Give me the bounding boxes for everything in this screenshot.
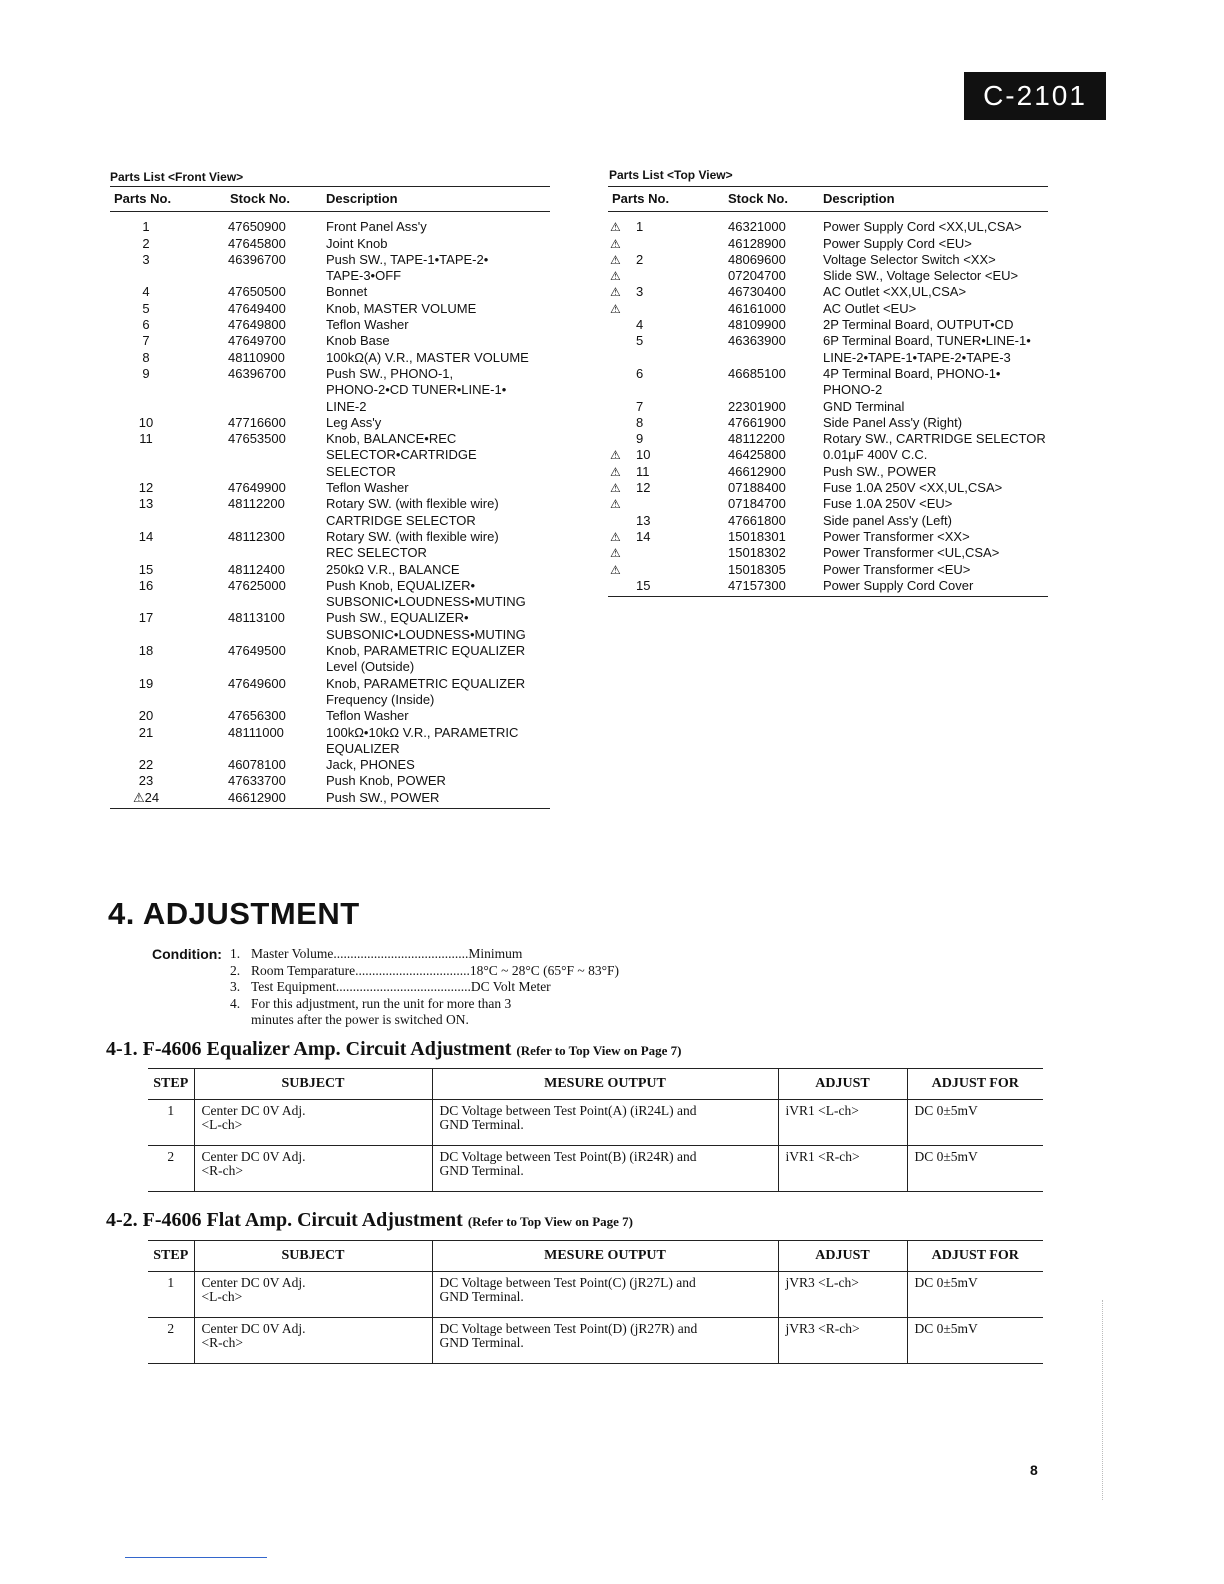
part-number: 2: [636, 251, 644, 267]
header-parts-no: Parts No.: [608, 187, 682, 212]
section-title: [106, 1209, 633, 1232]
part-description: Push SW., POWER: [823, 463, 937, 479]
safety-warning-icon: ⚠: [610, 497, 621, 512]
table-row: [608, 236, 1048, 252]
scan-edge-line: [1102, 1300, 1103, 1500]
stock-number: 46078100: [228, 757, 286, 773]
part-number: 15: [636, 577, 651, 593]
part-number: 21: [138, 724, 154, 740]
part-number: 6: [636, 365, 644, 381]
part-description: Slide SW., Voltage Selector <EU>: [823, 268, 1019, 284]
table-row: [110, 415, 550, 431]
part-description: Push Knob, POWER: [326, 773, 446, 789]
subject-cell: Center DC 0V Adj. <L-ch>: [194, 1100, 432, 1146]
part-description: Knob, PARAMETRIC EQUALIZER Level (Outside): [326, 643, 526, 675]
stock-number: 46363900: [728, 333, 786, 349]
table-row: [608, 513, 1048, 529]
condition-text: For this adjustment, run the unit for more than 3: [251, 995, 512, 1011]
part-number: 10: [636, 447, 651, 463]
part-number-cell: [608, 399, 682, 415]
stock-number: 22301900: [728, 398, 786, 414]
section-title-text: 4-1. F-4606 Equalizer Amp. Circuit Adjustment: [106, 1038, 512, 1060]
stock-number: 47649400: [228, 300, 286, 316]
adjust-cell: iVR1 <L-ch>: [778, 1100, 907, 1146]
stock-number: 48111000: [228, 724, 284, 740]
table-row: [110, 350, 550, 366]
table-row: [110, 610, 550, 643]
leader-dots: ..................................: [355, 962, 470, 978]
stock-number: 15018301: [728, 528, 786, 544]
table-row: [110, 725, 550, 758]
stock-number: 48112200: [228, 496, 285, 512]
part-description: Push SW., EQUALIZER• SUBSONIC•LOUDNESS•MUTING: [326, 610, 526, 642]
part-number: 23: [138, 773, 154, 789]
part-number: 12: [138, 480, 154, 496]
table-row: [608, 431, 1048, 447]
part-description: Knob, BALANCE•REC SELECTOR•CARTRIDGE SELECTOR: [326, 431, 477, 479]
table-row: [110, 480, 550, 496]
part-number: 9: [636, 431, 644, 447]
part-description: Bonnet: [326, 284, 368, 300]
table-row: [608, 529, 1048, 545]
header-adjust: ADJUST: [778, 1069, 907, 1100]
part-number-cell: [608, 480, 682, 496]
stock-number: 46612900: [728, 463, 786, 479]
stock-number: 47656300: [228, 708, 286, 724]
safety-warning-icon: ⚠: [610, 285, 621, 300]
part-description: Push SW., TAPE-1•TAPE-2• TAPE-3•OFF: [326, 251, 489, 284]
table-row: [110, 790, 550, 809]
table-row: [110, 301, 550, 317]
part-description: AC Outlet <EU>: [823, 300, 917, 316]
table-row: [110, 431, 550, 480]
table-row: [110, 643, 550, 676]
top-parts-list-title: Parts List <Top View>: [609, 168, 733, 182]
stock-number: 46321000: [728, 219, 786, 235]
table-row: [608, 447, 1048, 463]
part-number: 5: [142, 300, 150, 316]
part-description: GND Terminal: [823, 398, 905, 414]
part-number: 3: [142, 251, 150, 267]
safety-warning-icon: ⚠: [610, 301, 621, 316]
safety-warning-icon: ⚠: [610, 529, 621, 544]
part-number-cell: [608, 317, 682, 333]
adjust-for-cell: DC 0±5mV: [907, 1146, 1043, 1192]
part-number: 9: [142, 365, 150, 381]
part-description: Rotary SW., CARTRIDGE SELECTOR: [823, 431, 1046, 447]
stock-number: 47661900: [728, 414, 786, 430]
part-number-cell: [608, 431, 682, 447]
condition-text: Test Equipment: [251, 979, 336, 995]
part-description: Power Supply Cord <EU>: [823, 235, 972, 251]
part-description: 6P Terminal Board, TUNER•LINE-1• LINE-2•TAPE-1•TAPE-2•TAPE-3: [823, 333, 1031, 365]
section-reference: (Refer to Top View on Page 7): [516, 1043, 682, 1058]
table-row: [110, 708, 550, 724]
part-number-cell: [608, 252, 682, 268]
table-row: [608, 415, 1048, 431]
part-description: Knob, PARAMETRIC EQUALIZER Frequency (Inside): [326, 675, 526, 707]
safety-warning-icon: ⚠: [610, 562, 621, 577]
table-row: [608, 545, 1048, 561]
stock-number: 46396700: [228, 251, 286, 267]
stock-number: 47661800: [728, 512, 786, 528]
condition-text: Room Temparature: [251, 962, 356, 978]
safety-warning-icon: ⚠: [610, 481, 621, 496]
top-parts-table: [608, 186, 1048, 597]
part-number: 18: [138, 643, 154, 659]
safety-warning-icon: ⚠: [610, 269, 621, 284]
condition-value: 18°C ~ 28°C (65°F ~ 83°F): [469, 962, 619, 978]
part-description: Front Panel Ass'y: [326, 219, 427, 235]
page-number: 8: [1030, 1462, 1038, 1478]
header-parts-no: Parts No.: [110, 187, 182, 212]
table-row: [608, 212, 1048, 236]
header-adjust-for: ADJUST FOR: [907, 1069, 1043, 1100]
part-number-cell: [608, 366, 682, 399]
measure-output-cell: DC Voltage between Test Point(D) (jR27R) and GND Terminal.: [432, 1318, 778, 1364]
part-description: Fuse 1.0A 250V <XX,UL,CSA>: [823, 480, 1003, 496]
table-row: [608, 480, 1048, 496]
leader-dots: ........................................: [333, 946, 469, 961]
adjust-for-cell: DC 0±5mV: [907, 1318, 1043, 1364]
stock-number: 47650500: [228, 284, 286, 300]
part-number: 7: [142, 333, 150, 349]
stock-number: 48112300: [228, 528, 285, 544]
part-description: Push SW., POWER: [326, 789, 440, 805]
stock-number: 47649900: [228, 480, 286, 496]
stock-number: 48069600: [728, 251, 786, 267]
part-description: Leg Ass'y: [326, 414, 382, 430]
part-description: 4P Terminal Board, PHONO-1• PHONO-2: [823, 365, 1001, 398]
part-number: 8: [142, 349, 150, 365]
part-number-cell: [608, 513, 682, 529]
header-measure-output: MESURE OUTPUT: [432, 1241, 778, 1272]
part-number: 8: [636, 414, 644, 430]
condition-item: [230, 979, 619, 996]
table-row: [110, 284, 550, 300]
part-number-cell: [608, 236, 682, 252]
step-cell: 1: [148, 1100, 194, 1146]
part-number: 5: [636, 333, 644, 349]
table-row: [110, 252, 550, 285]
stock-number: 47716600: [228, 414, 286, 430]
stock-number: 47157300: [728, 577, 786, 593]
stock-number: 47645800: [228, 235, 286, 251]
table-row: [608, 333, 1048, 366]
stock-number: 47650900: [228, 219, 286, 235]
part-number-cell: [608, 464, 682, 480]
part-description: Power Transformer <EU>: [823, 561, 971, 577]
safety-warning-icon: ⚠: [610, 252, 621, 267]
header-stock-no: Stock No.: [682, 187, 823, 212]
condition-list: [230, 946, 619, 1029]
part-number-cell: [608, 545, 682, 561]
part-number: 4: [636, 317, 644, 333]
part-description: Knob, MASTER VOLUME: [326, 300, 477, 316]
table-row: [608, 301, 1048, 317]
table-row: [608, 399, 1048, 415]
stock-number: 07204700: [728, 268, 786, 284]
stock-number: 47649800: [228, 317, 286, 333]
part-description: Push SW., PHONO-1, PHONO-2•CD TUNER•LINE-1• LINE-2: [326, 365, 507, 414]
table-row: [110, 212, 550, 236]
stock-number: 07184700: [728, 496, 786, 512]
safety-warning-icon: ⚠: [610, 220, 621, 235]
part-description: 2P Terminal Board, OUTPUT•CD: [823, 317, 1014, 333]
part-number-cell: [608, 529, 682, 545]
safety-warning-icon: ⚠: [610, 546, 621, 561]
part-number: 17: [138, 610, 154, 626]
subject-cell: Center DC 0V Adj. <R-ch>: [194, 1146, 432, 1192]
table-row: [110, 496, 550, 529]
front-parts-table: [110, 186, 550, 809]
condition-number: 2.: [230, 962, 241, 978]
part-number: 3: [636, 284, 644, 300]
part-description: Power Supply Cord Cover: [823, 577, 974, 593]
stock-number: 46396700: [228, 365, 286, 381]
stock-number: 47649500: [228, 643, 286, 659]
part-number: 2: [142, 235, 150, 251]
table-row: [608, 268, 1048, 284]
header-step: STEP: [148, 1241, 194, 1272]
condition-item: [230, 963, 619, 980]
safety-warning-icon: ⚠: [610, 236, 621, 251]
section-title-text: 4-2. F-4606 Flat Amp. Circuit Adjustment: [106, 1209, 463, 1231]
table-row: [110, 578, 550, 611]
table-row: [608, 366, 1048, 399]
part-number: 10: [138, 414, 154, 430]
header-subject: SUBJECT: [194, 1241, 432, 1272]
part-description: 100kΩ(A) V.R., MASTER VOLUME: [326, 349, 529, 365]
part-number: 1: [142, 219, 150, 235]
part-number-cell: [608, 284, 682, 300]
adjustment-table: [148, 1240, 1043, 1364]
condition-number: 1.: [230, 946, 241, 961]
table-row: [608, 562, 1048, 578]
part-description: Teflon Washer: [326, 708, 409, 724]
table-row: [608, 578, 1048, 597]
adjustment-table: [148, 1068, 1043, 1192]
part-description: 250kΩ V.R., BALANCE: [326, 561, 460, 577]
subject-cell: Center DC 0V Adj. <L-ch>: [194, 1272, 432, 1318]
part-number: 14: [636, 528, 651, 544]
leader-dots: ........................................: [335, 979, 471, 995]
stock-number: 15018302: [728, 545, 786, 561]
measure-output-cell: DC Voltage between Test Point(C) (jR27L) and GND Terminal.: [432, 1272, 778, 1318]
condition-item: [230, 946, 619, 963]
condition-value: DC Volt Meter: [470, 979, 551, 995]
stock-number: 48113100: [228, 610, 285, 626]
table-row: [110, 529, 550, 562]
stock-number: 47653500: [228, 431, 286, 447]
stock-number: 47625000: [228, 577, 286, 593]
stock-number: 47633700: [228, 773, 286, 789]
subject-cell: Center DC 0V Adj. <R-ch>: [194, 1318, 432, 1364]
footer-rule: [125, 1557, 267, 1558]
stock-number: 46612900: [228, 789, 286, 805]
table-row: [148, 1272, 1043, 1318]
part-description: Fuse 1.0A 250V <EU>: [823, 496, 953, 512]
part-number: 11: [139, 431, 153, 447]
part-number-cell: [608, 447, 682, 463]
table-row: [148, 1100, 1043, 1146]
part-number-cell: [608, 562, 682, 578]
part-description: Rotary SW. (with flexible wire) CARTRIDGE SELECTOR: [326, 496, 499, 528]
stock-number: 48112400: [228, 561, 285, 577]
part-number: 19: [138, 675, 154, 691]
part-number-cell: [608, 578, 682, 597]
table-row: [110, 366, 550, 415]
header-step: STEP: [148, 1069, 194, 1100]
table-row: [608, 317, 1048, 333]
header-measure-output: MESURE OUTPUT: [432, 1069, 778, 1100]
condition-text: minutes after the power is switched ON.: [251, 1012, 469, 1028]
part-description: AC Outlet <XX,UL,CSA>: [823, 284, 967, 300]
header-description: Description: [326, 187, 550, 212]
header-subject: SUBJECT: [194, 1069, 432, 1100]
part-description: 100kΩ•10kΩ V.R., PARAMETRIC EQUALIZER: [326, 724, 519, 756]
stock-number: 47649700: [228, 333, 286, 349]
stock-number: 46128900: [728, 235, 786, 251]
stock-number: 15018305: [728, 561, 786, 577]
header-description: Description: [823, 187, 1048, 212]
condition-text: Master Volume: [251, 946, 334, 961]
part-description: Rotary SW. (with flexible wire) REC SELECTOR: [326, 528, 499, 561]
condition-number: 3.: [230, 979, 241, 995]
header-stock-no: Stock No.: [182, 187, 326, 212]
part-number: 20: [138, 708, 154, 724]
table-row: [608, 496, 1048, 512]
condition-number: [230, 1012, 251, 1029]
safety-warning-icon: ⚠: [610, 464, 621, 479]
adjust-for-cell: DC 0±5mV: [907, 1100, 1043, 1146]
part-description: Power Transformer <XX>: [823, 528, 970, 544]
table-row: [110, 317, 550, 333]
part-number-cell: [608, 496, 682, 512]
part-number: 14: [138, 528, 154, 544]
adjustment-heading: 4. ADJUSTMENT: [108, 896, 360, 931]
step-cell: 2: [148, 1318, 194, 1364]
condition-item: [230, 996, 619, 1013]
part-number: 7: [636, 398, 644, 414]
table-row: [110, 236, 550, 252]
measure-output-cell: DC Voltage between Test Point(B) (iR24R) and GND Terminal.: [432, 1146, 778, 1192]
stock-number: 47649600: [228, 675, 286, 691]
part-description: Teflon Washer: [326, 480, 409, 496]
stock-number: 46425800: [728, 447, 786, 463]
adjust-cell: jVR3 <R-ch>: [778, 1318, 907, 1364]
stock-number: 46161000: [728, 300, 786, 316]
part-description: Power Supply Cord <XX,UL,CSA>: [823, 219, 1022, 235]
condition-value: Minimum: [468, 946, 523, 961]
stock-number: 46685100: [728, 365, 786, 381]
part-number: 12: [636, 480, 651, 496]
part-description: Joint Knob: [326, 235, 388, 251]
stock-number: 46730400: [728, 284, 786, 300]
section-title: [106, 1038, 682, 1061]
part-description: Power Transformer <UL,CSA>: [823, 545, 1000, 561]
part-number: 1: [636, 219, 644, 235]
front-parts-list-title: Parts List <Front View>: [110, 170, 244, 184]
table-row: [110, 676, 550, 709]
step-cell: 2: [148, 1146, 194, 1192]
stock-number: 48109900: [728, 317, 786, 333]
stock-number: 07188400: [728, 480, 786, 496]
model-badge: C-2101: [964, 72, 1106, 120]
part-number-cell: [608, 301, 682, 317]
table-row: [608, 252, 1048, 268]
table-row: [110, 757, 550, 773]
part-number-cell: [608, 212, 682, 236]
safety-warning-icon: ⚠: [610, 448, 621, 463]
part-description: Side panel Ass'y (Left): [823, 512, 952, 528]
table-row: [608, 284, 1048, 300]
part-number-cell: [608, 268, 682, 284]
part-number: 16: [138, 577, 154, 593]
part-number: 13: [138, 496, 154, 512]
part-number-cell: [608, 415, 682, 431]
adjust-cell: jVR3 <L-ch>: [778, 1272, 907, 1318]
part-number: 13: [636, 512, 651, 528]
header-adjust-for: ADJUST FOR: [907, 1241, 1043, 1272]
header-adjust: ADJUST: [778, 1241, 907, 1272]
part-number: 22: [138, 757, 154, 773]
part-number: 4: [142, 284, 150, 300]
part-description: Push Knob, EQUALIZER• SUBSONIC•LOUDNESS•MUTING: [326, 577, 526, 610]
measure-output-cell: DC Voltage between Test Point(A) (iR24L) and GND Terminal.: [432, 1100, 778, 1146]
condition-item: [230, 1012, 619, 1029]
part-description: Side Panel Ass'y (Right): [823, 414, 963, 430]
step-cell: 1: [148, 1272, 194, 1318]
part-number: 6: [142, 317, 150, 333]
table-row: [608, 464, 1048, 480]
part-description: Knob Base: [326, 333, 390, 349]
condition-number: 4.: [230, 995, 241, 1011]
table-row: [148, 1318, 1043, 1364]
stock-number: 48110900: [228, 349, 285, 365]
stock-number: 48112200: [728, 431, 785, 447]
part-description: Voltage Selector Switch <XX>: [823, 251, 996, 267]
table-row: [110, 562, 550, 578]
part-number: 11: [636, 463, 650, 479]
part-number-cell: [608, 333, 682, 366]
table-row: [110, 773, 550, 789]
adjust-for-cell: DC 0±5mV: [907, 1272, 1043, 1318]
table-row: [110, 333, 550, 349]
part-description: 0.01μF 400V C.C.: [823, 447, 928, 463]
part-description: Jack, PHONES: [326, 757, 415, 773]
section-reference: (Refer to Top View on Page 7): [467, 1214, 633, 1229]
condition-label: Condition:: [152, 946, 222, 962]
part-number: ⚠24: [132, 789, 160, 805]
part-description: Teflon Washer: [326, 317, 409, 333]
adjust-cell: iVR1 <R-ch>: [778, 1146, 907, 1192]
table-row: [148, 1146, 1043, 1192]
part-number: 15: [138, 561, 154, 577]
